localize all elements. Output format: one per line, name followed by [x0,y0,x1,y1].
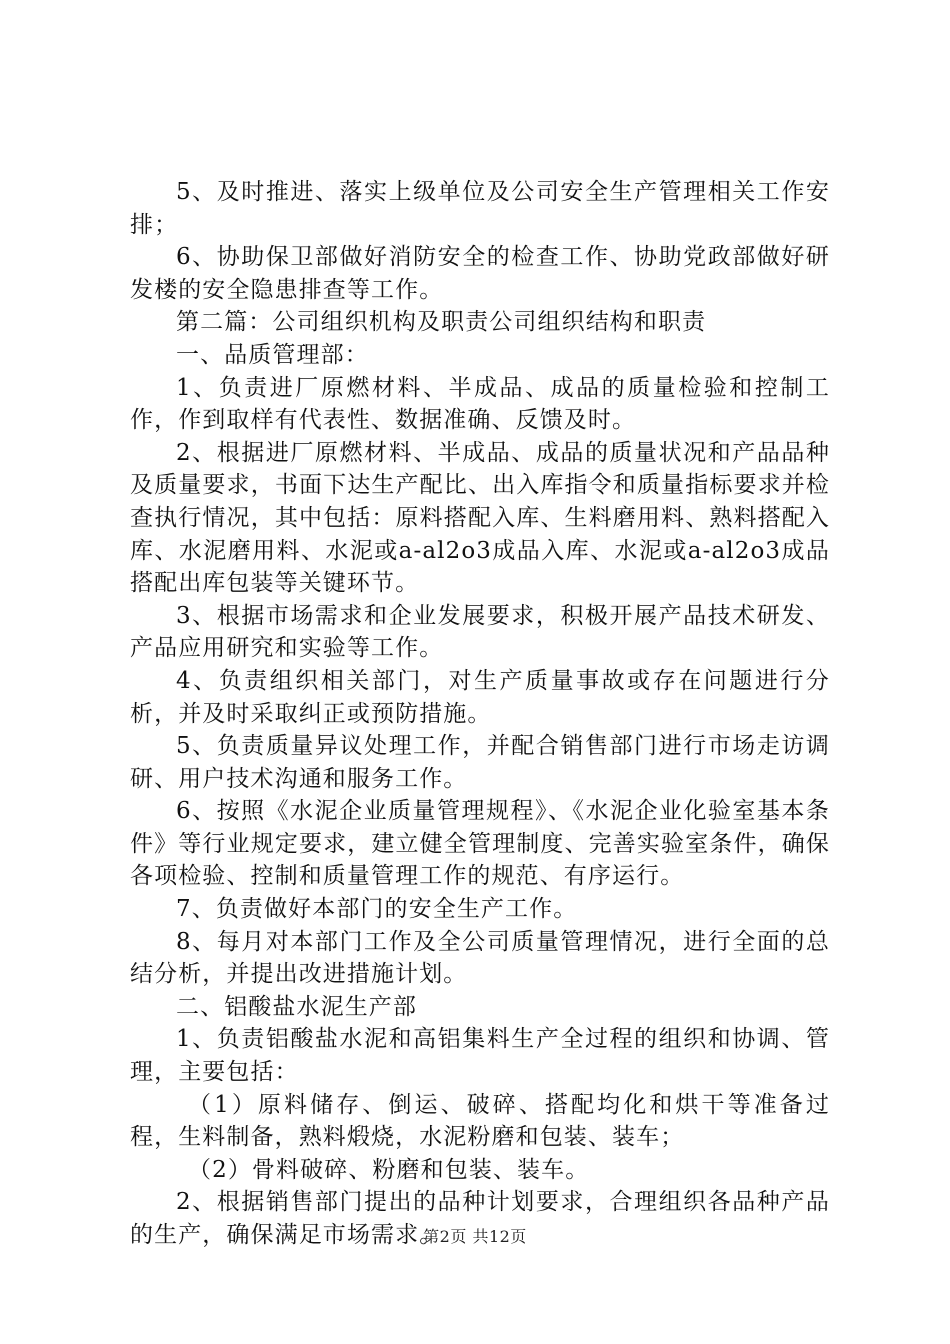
production-duty-1-sub-2: （2）骨料破碎、粉磨和包装、装车。 [188,1156,590,1183]
page-footer-number: 第2页 共12页 [423,1227,527,1246]
quality-duty-1: 1、负责进厂原燃材料、半成品、成品的质量检验和控制工作，作到取样有代表性、数据准确、反馈及时。 [130,374,830,434]
quality-duty-5: 5、负责质量异议处理工作，并配合销售部门进行市场走访调研、用户技术沟通和服务工作。 [130,733,830,792]
quality-duty-7: 7、负责做好本部门的安全生产工作。 [176,896,578,923]
section-heading-part-two: 第二篇：公司组织机构及职责公司组织结构和职责 [176,309,707,336]
paragraph-item-6: 6、协助保卫部做好消防安全的检查工作、协助党政部做好研发楼的安全隐患排查等工作。 [130,244,830,303]
document-body [130,176,830,1252]
quality-duty-2: 2、根据进厂原燃材料、半成品、成品的质量状况和产品品种及质量要求，书面下达生产配比、出入库指令和质量指标要求并检查执行情况，其中包括：原料搭配入库、生料磨用料、熟料搭配入库、水泥磨用料、水泥或a-al2o3成品入库、水泥或a-al2o3成品搭配出库包装等关键环节。 [130,439,830,597]
section-heading-quality-dept: 一、品质管理部： [176,341,369,368]
production-duty-1-sub-1: （1）原料储存、倒运、破碎、搭配均化和烘干等准备过程，生料制备，熟料煅烧，水泥粉磨和包装、装车； [130,1091,830,1151]
quality-duty-4: 4、负责组织相关部门，对生产质量事故或存在问题进行分析，并及时采取纠正或预防措施。 [130,667,830,727]
quality-duty-3: 3、根据市场需求和企业发展要求，积极开展产品技术研发、产品应用研究和实验等工作。 [130,602,830,662]
production-duty-1: 1、负责铝酸盐水泥和高铝集料生产全过程的组织和协调、管理，主要包括： [130,1026,830,1086]
section-heading-production-dept: 二、铝酸盐水泥生产部 [176,993,417,1020]
quality-duty-6: 6、按照《水泥企业质量管理规程》、《水泥企业化验室基本条件》等行业规定要求，建立健全管理制度、完善实验室条件，确保各项检验、控制和质量管理工作的规范、有序运行。 [130,798,830,890]
quality-duty-8: 8、每月对本部门工作及全公司质量管理情况，进行全面的总结分析，并提出改进措施计划。 [130,928,830,988]
paragraph-item-5: 5、及时推进、落实上级单位及公司安全生产管理相关工作安排； [130,179,830,238]
production-duty-2: 2、根据销售部门提出的品种计划要求，合理组织各品种产品的生产，确保满足市场需求。 [130,1189,830,1248]
